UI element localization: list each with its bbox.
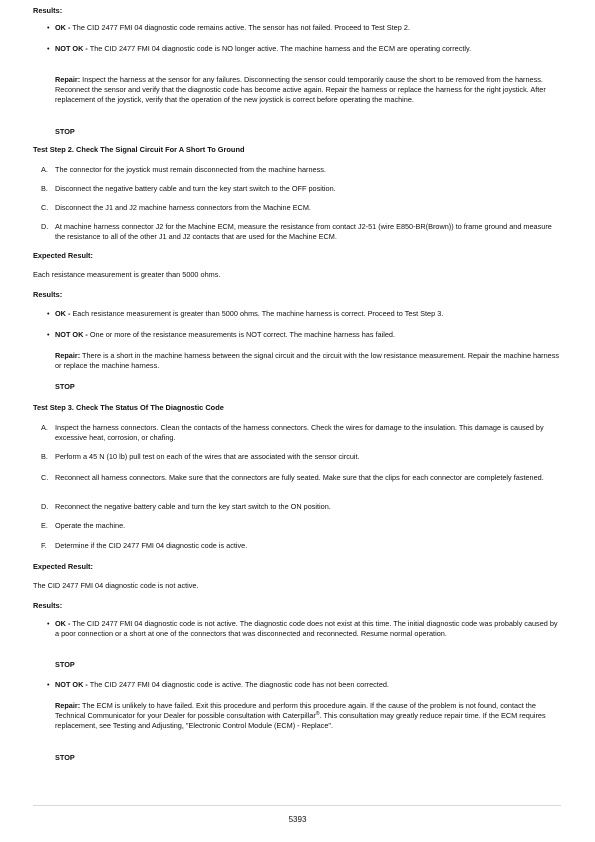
bullet-icon: • bbox=[47, 619, 50, 628]
results-heading: Results: bbox=[33, 601, 63, 610]
expected-result-heading: Expected Result: bbox=[33, 251, 93, 260]
repair-text-after: . This consultation may greatly reduce repair time. If the ECM requires replacement, see Testing and Adjusting, "Electronic Control Module (ECM) - Replace". bbox=[55, 711, 546, 730]
page-number: 5393 bbox=[288, 815, 307, 824]
repair-text: There is a short in the machine harness between the signal circuit and the circuit with the low resistance measurement. Repair the machine harness or replace the machine harness. bbox=[55, 351, 560, 370]
ok-text: Each resistance measurement is greater than 5000 ohms. The machine harness is correct. Proceed to Test Step 3. bbox=[72, 309, 444, 318]
stop-label: STOP bbox=[55, 127, 75, 136]
ok-text: The CID 2477 FMI 04 diagnostic code is not active. The diagnostic code does not exist at this time. The initial diagnostic code was probably caused by a poor connection or a short at one of the connectors that was disconnected and reconnected. Resume normal operation. bbox=[55, 619, 558, 638]
footer-divider bbox=[33, 805, 561, 806]
results-heading: Results: bbox=[33, 6, 63, 15]
repair-label: Repair: bbox=[55, 351, 81, 360]
ok-text: The CID 2477 FMI 04 diagnostic code remains active. The sensor has not failed. Proceed to Test Step 2. bbox=[72, 23, 410, 32]
registered-trademark-icon: ® bbox=[315, 711, 320, 717]
not-ok-label: NOT OK - bbox=[55, 680, 88, 689]
not-ok-label: NOT OK - bbox=[55, 330, 88, 339]
not-ok-label: NOT OK - bbox=[55, 44, 88, 53]
repair-text: Inspect the harness at the sensor for any failures. Disconnecting the sensor could temporarily cause the short to be removed from the harness. Reconnect the sensor and verify that the diagnostic code has become active again. Repair the harness or replace the harness for the right joystick. After replacement of the joystick, verify that the operation of the new joystick is correct before operating the machine. bbox=[55, 75, 546, 104]
repair-note bbox=[55, 701, 561, 731]
bullet-icon: • bbox=[47, 309, 50, 318]
repair-note bbox=[55, 75, 561, 105]
expected-result-text: Each resistance measurement is greater than 5000 ohms. bbox=[33, 270, 221, 279]
expected-result-text: The CID 2477 FMI 04 diagnostic code is not active. bbox=[33, 581, 199, 590]
stop-label: STOP bbox=[55, 753, 75, 762]
test-step-3-heading: Test Step 3. Check The Status Of The Diagnostic Code bbox=[33, 403, 224, 412]
repair-text-before: The ECM is unlikely to have failed. Exit this procedure and perform this procedure again. If the cause of the problem is not found, contact the Technical Communicator for your Dealer for possible consultation with Caterpillar bbox=[55, 701, 536, 720]
ok-label: OK - bbox=[55, 23, 71, 32]
repair-label: Repair: bbox=[55, 701, 81, 710]
bullet-icon: • bbox=[47, 330, 50, 339]
test-step-2-heading: Test Step 2. Check The Signal Circuit For A Short To Ground bbox=[33, 145, 245, 154]
stop-label: STOP bbox=[55, 382, 75, 391]
ok-label: OK - bbox=[55, 309, 71, 318]
results-heading: Results: bbox=[33, 290, 63, 299]
ok-label: OK - bbox=[55, 619, 71, 628]
bullet-icon: • bbox=[47, 23, 50, 32]
not-ok-text: The CID 2477 FMI 04 diagnostic code is active. The diagnostic code has not been corrected. bbox=[89, 680, 389, 689]
bullet-icon: • bbox=[47, 44, 50, 53]
not-ok-text: One or more of the resistance measurements is NOT correct. The machine harness has failed. bbox=[89, 330, 395, 339]
not-ok-text: The CID 2477 FMI 04 diagnostic code is NO longer active. The machine harness and the ECM are operating correctly. bbox=[89, 44, 472, 53]
repair-label: Repair: bbox=[55, 75, 81, 84]
stop-label: STOP bbox=[55, 660, 75, 669]
bullet-icon: • bbox=[47, 680, 50, 689]
repair-note bbox=[55, 351, 561, 371]
expected-result-heading: Expected Result: bbox=[33, 562, 93, 571]
